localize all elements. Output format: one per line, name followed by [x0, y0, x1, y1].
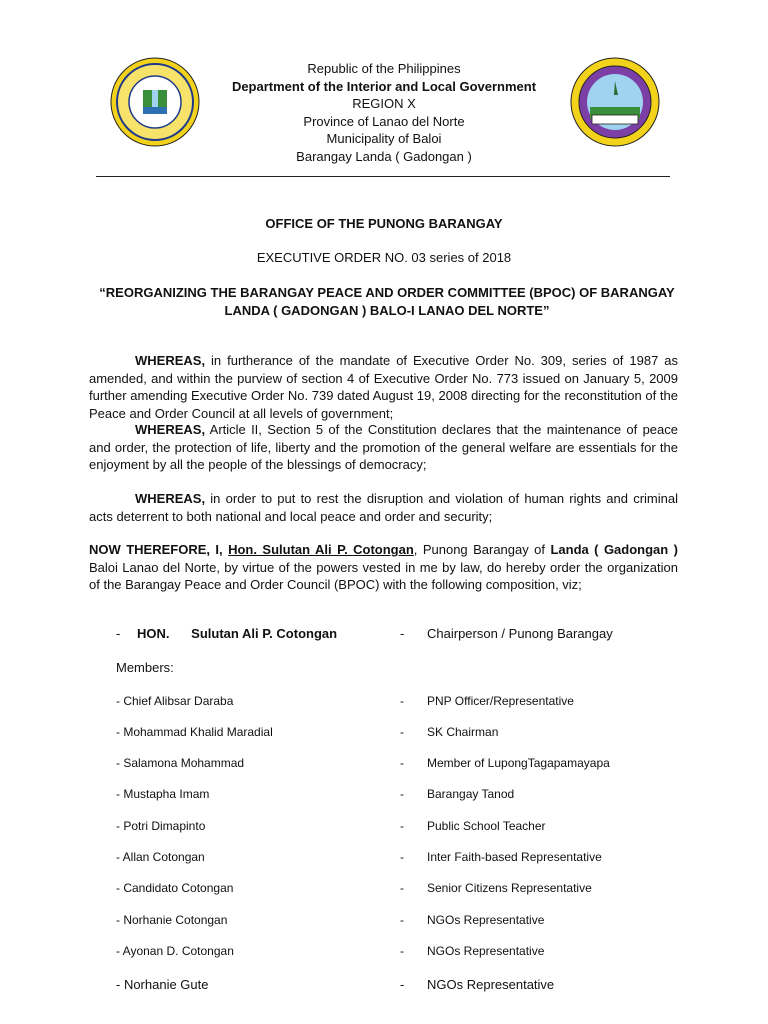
therefore-lead: NOW THEREFORE, I, [89, 542, 229, 557]
letterhead [0, 60, 768, 165]
therefore-official-name: Hon. Sulutan Ali P. Cotongan [228, 542, 414, 557]
member-name: - Mustapha Imam [116, 787, 210, 801]
member-separator: - [400, 850, 404, 864]
letterhead-divider [96, 176, 670, 177]
member-row [0, 756, 768, 772]
member-name: - Salamona Mohammad [116, 756, 245, 770]
therefore-text: Baloi Lanao del Norte, by virtue of the powers vested in me by law, do hereby order the organization of the Barangay Peace and Order Council (BPOC) with the following composition, viz; [89, 559, 678, 592]
chair-bullet: - [116, 626, 121, 641]
letterhead-republic: Republic of the Philippines [307, 61, 461, 76]
therefore-mid: , Punong Barangay of [413, 542, 551, 557]
member-name: - Chief Alibsar Daraba [116, 694, 234, 708]
letterhead-department: Department of the Interior and Local Government [231, 78, 537, 94]
member-role: NGOs Representative [427, 977, 555, 992]
member-row [0, 913, 768, 929]
whereas-clause-2 [89, 421, 678, 474]
member-row [0, 977, 768, 993]
member-role: Public School Teacher [427, 819, 546, 833]
member-name: - Allan Cotongan [116, 850, 205, 864]
member-role: Member of LupongTagapamayapa [427, 756, 610, 770]
member-row [0, 725, 768, 741]
member-role: Barangay Tanod [427, 787, 515, 801]
member-name: - Norhanie Gute [116, 977, 209, 992]
member-name: - Ayonan D. Cotongan [116, 944, 234, 958]
chair-role: Chairperson / Punong Barangay [427, 626, 613, 641]
member-row [0, 694, 768, 710]
whereas-2-lead: WHEREAS, [135, 422, 206, 437]
now-therefore-clause [89, 541, 678, 594]
member-separator: - [400, 725, 404, 739]
whereas-2-text: Article II, Section 5 of the Constitution declares that the maintenance of peace and order, the protection of life, liberty and the promotion of the general welfare are essentials for the enjoyment by all the people of the blessings of democracy; [89, 422, 678, 472]
chair-separator: - [400, 626, 405, 641]
member-role: PNP Officer/Representative [427, 694, 574, 708]
member-role: NGOs Representative [427, 944, 545, 958]
member-role: Inter Faith-based Representative [427, 850, 602, 864]
member-role: SK Chairman [427, 725, 499, 739]
whereas-1-text: in furtherance of the mandate of Executive Order No. 309, series of 1987 as amended, and within the purview of section 4 of Executive Order No. 773 issued on January 5, 2009 further amending Executive Order No. 739 dated August 19, 2008 directing for the reconstitution of the Peace and Order Council at all levels of government; [89, 353, 678, 421]
member-row [0, 850, 768, 866]
whereas-clause-1 [89, 352, 678, 422]
letterhead-region: REGION X [352, 96, 416, 111]
member-name: - Potri Dimapinto [116, 819, 206, 833]
member-row [0, 944, 768, 960]
member-row [0, 819, 768, 835]
member-name: - Candidato Cotongan [116, 881, 234, 895]
whereas-3-lead: WHEREAS, [135, 491, 206, 506]
member-name: - Norhanie Cotongan [116, 913, 228, 927]
whereas-3-text: in order to put to rest the disruption and violation of human rights and criminal acts deterrent to both national and local peace and order and security; [89, 491, 678, 524]
member-separator: - [400, 977, 405, 992]
therefore-place: Landa ( Gadongan ) [550, 542, 678, 557]
member-separator: - [400, 913, 404, 927]
member-role: NGOs Representative [427, 913, 545, 927]
member-separator: - [400, 694, 404, 708]
member-row [0, 787, 768, 803]
order-title: “REORGANIZING THE BARANGAY PEACE AND ORDER COMMITTEE (BPOC) OF BARANGAY LANDA ( GADONGAN ) BALO-I LANAO DEL NORTE” [99, 285, 675, 318]
whereas-clause-3 [89, 490, 678, 525]
member-row [0, 881, 768, 897]
member-separator: - [400, 819, 404, 833]
member-separator: - [400, 944, 404, 958]
letterhead-barangay: Barangay Landa ( Gadongan ) [296, 148, 472, 164]
letterhead-province: Province of Lanao del Norte [303, 113, 465, 129]
office-heading: OFFICE OF THE PUNONG BARANGAY [265, 216, 503, 231]
chair-name: HON. Sulutan Ali P. Cotongan [137, 626, 338, 641]
member-role: Senior Citizens Representative [427, 881, 592, 895]
member-name: - Mohammad Khalid Maradial [116, 725, 273, 739]
members-label: Members: [116, 660, 174, 675]
member-separator: - [400, 881, 404, 895]
whereas-1-lead: WHEREAS, [135, 353, 206, 368]
letterhead-municipality: Municipality of Baloi [326, 131, 442, 146]
member-separator: - [400, 787, 404, 801]
member-separator: - [400, 756, 404, 770]
executive-order-number: EXECUTIVE ORDER NO. 03 series of 2018 [256, 250, 512, 265]
